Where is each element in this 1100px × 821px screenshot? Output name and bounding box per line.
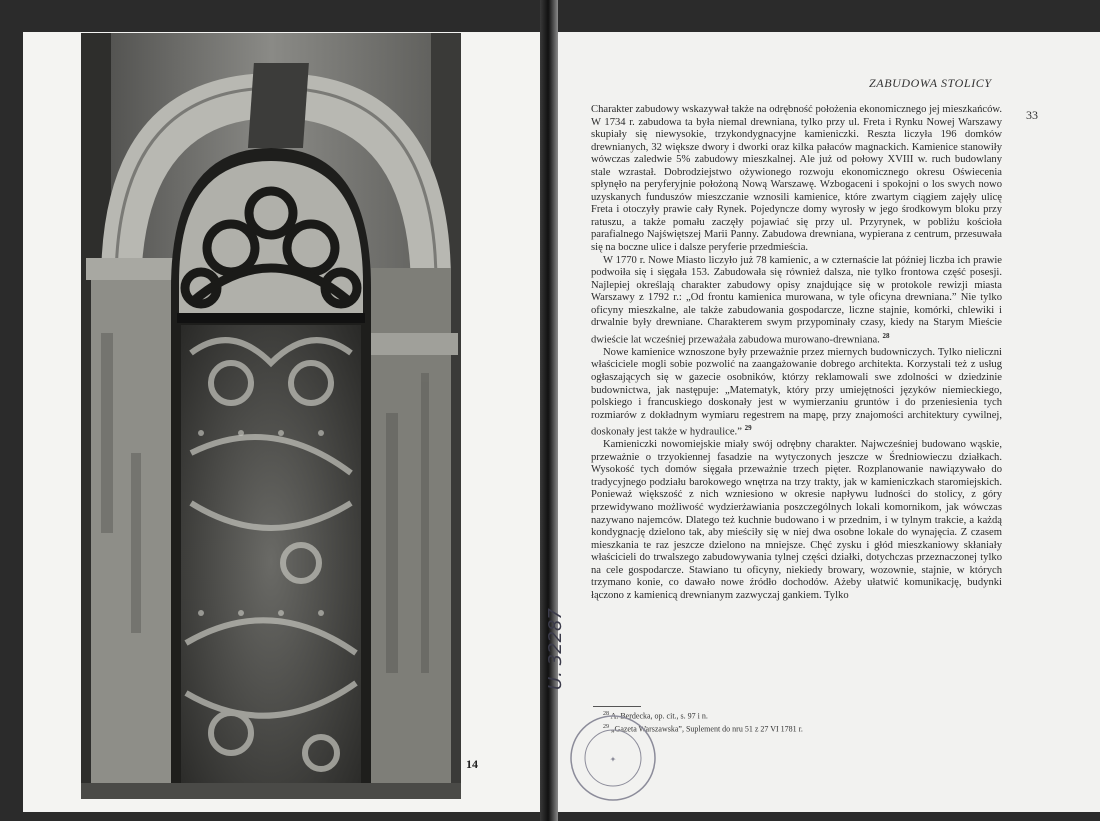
footnote-rule: [593, 706, 641, 707]
footnote-29: $^{29}$ „Gazeta Warszawska”, Suplement do nru 51 z 27 VI 1781 r.: [603, 723, 803, 734]
svg-text:✦: ✦: [609, 755, 617, 764]
book-gutter: [540, 0, 558, 821]
arched-door-illustration: [81, 33, 461, 799]
paragraph-4: Kamieniczki nowomiejskie miały swój odrębny charakter. Najwcześniej budowano wąskie, przeważnie o trzyokiennej fasadzie na wytyczonych jeszcze w Średniowieczu działkach. Wysokość tych domów sięgała przeważnie trzech pięter. Rozplanowanie nawiązywało do tradycyjnego podziału barokowego wnętrza na trzy trakty, jak w kamieniczkach staromiejskich. Ponieważ większość z nich wzniesiono w okresie napływu ludności do stolicy, z góry przewidywano możliwość wydzierżawiania poszczególnych lokali komornikom, jak wówczas nazywano najemców. Dlatego też kuchnie budowano i w przednim, i w tylnym trakcie, a każdą kondygnację dzielono tak, aby mieściły się w niej dwa osobne lokale do wynajęcia. Z czasem mieszkania te raz jeszcze dzielono na mniejsze. Chęć zysku i głód mieszkaniowy skłaniały właścicieli do trwalszego zabudowywania tylnej części działki, dotychczas przeznaczonej tylko na cele gospodarcze. Stawiano tu oficyny, niekiedy browary, wozownie, stajnie, w których trzymano konie, co dawało nowe źródło dochodów. Ażeby ułatwić komunikację, budynki łączono z kamienicą drewnianym zazwyczaj gankiem. Tylko: [591, 439, 1002, 601]
page-number: 33: [1026, 108, 1038, 122]
footnote-ref-29: 29: [744, 424, 752, 433]
handwritten-shelfmark: U. 32287: [545, 608, 566, 690]
plate-number: 14: [466, 757, 478, 771]
paragraph-2: W 1770 r. Nowe Miasto liczyło już 78 kamienic, a w czternaście lat później liczba ich prawie podwoiła się i sięgała 153. Zabudowała się również dalsza, nie tylko frontowa część posesji. Najlepiej określają charakter zabudowy opisy znajdujące się w protokole rewizji miasta Warszawy z 1792 r.: „Od frontu kamienica murowana, w tyle oficyna drewniana.” Nie tylko oficyny mieszkalne, ale także zabudowania gospodarcze, liczne stajnie, komórki, chlewiki i drwalnie były drewniane. Charakterem swym przypominały czasy, kiedy na Starym Mieście dwieście lat wcześniej przeważała zabudowa murowano-drewniana. $^{28}$: [591, 254, 1002, 346]
paragraph-1: Charakter zabudowy wskazywał także na odrębność położenia ekonomicznego jej mieszkańców. W 1734 r. zabudowa ta była niemal drewniana, tylko przy ul. Freta i Rynku Nowej Warszawy skupiały się niewysokie, trzykondygnacyjne kamieniczki. Reszta liczyła 196 domków drewnianych, 32 większe dwory i dworki oraz kilka pałaców magnackich. Kamienice stanowiły wówczas zaledwie 5% zabudowy mieszkalnej. Ale już od połowy XVIII w. ruch budowlany stale wzrastał. Dobrodziejstwo ożywionego rozwoju ekonomicznego okresu Oświecenia spłynęło na peryferyjnie położoną Nową Warszawę. Wzbogaceni i spokojni o los swych nowo uzyskanych funduszów mieszczanie wznosili kamienice, które zwartym ciągiem zajęły ulicę Freta i otoczyły prawie cały Rynek. Pojedyncze domy wyrosły w jego środkowym bloku przy ratuszu, a także pomału zaczęły pojawiać się przy ul. Przyrynek, w pobliżu kościoła parafialnego Najświętszej Marii Panny. Zabudowa drewniana, wypierana z centrum, przesuwała się na boczne ulice i dalsze peryferie przedmieścia.: [591, 104, 1002, 254]
main-text: [591, 104, 1002, 602]
footnote-ref-28: 28: [882, 331, 890, 340]
paragraph-3: Nowe kamienice wznoszone były przeważnie przez miernych budowniczych. Tylko nieliczni właściciele mogli sobie pozwolić na zaangażowanie dobrego architekta. Korzystali też z usług ogłaszających się w gazecie osobników, którzy reklamowali swe zdolności w dziedzinie budownictwa, jak następuje: „Matematyk, który przy umiejętności języków niemieckiego, polskiego i francuskiego doskonały jest w wymierzaniu gruntów i do przeniesienia tych rozmiarów z dokładnym wymiaru regestrem na mapę, przy znajomości architektury cywilnej, doskonały jest także w hydraulice.” $^{29}$: [591, 346, 1002, 438]
running-head: ZABUDOWA STOLICY: [869, 76, 992, 90]
door-photograph: [81, 33, 461, 799]
library-stamp: [567, 712, 659, 804]
footnote-28: $^{28}$ A. Berdecka, op. cit., s. 97 i n.: [603, 711, 708, 721]
